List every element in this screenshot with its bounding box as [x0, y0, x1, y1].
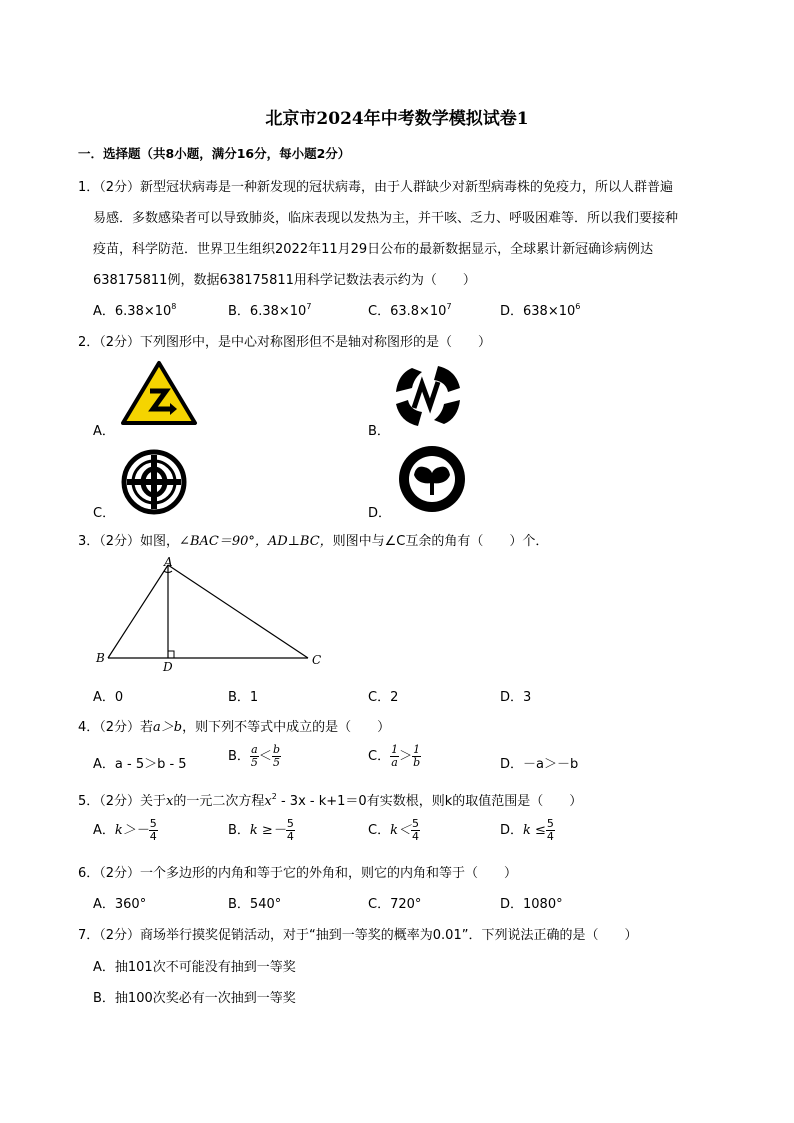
q6-option-b: B．540°: [228, 897, 282, 912]
q2-option-b-label: B．: [368, 424, 390, 439]
railway-logo-icon: [392, 362, 464, 430]
vertex-b-label: B: [96, 651, 105, 665]
q5-option-b: B．k ≥－ $\frac{5}{4}$: [228, 817, 294, 843]
q3-stem: 3．（2分）如图，∠BAC＝90°，AD⊥BC，则图中与∠C互余的角有（ ）个．: [78, 534, 549, 549]
q7-option-a: A．抽101次不可能没有抽到一等奖: [93, 960, 296, 975]
q7-stem: 7．（2分）商场举行摸奖促销活动，对于“抽到一等奖的概率为0.01”．下列说法正确的是（ ）: [78, 928, 638, 943]
q3-option-d: D．3: [500, 690, 532, 705]
section-heading: 一．选择题（共8小题，满分16分，每小题2分）: [78, 146, 351, 161]
triangle-figure: [92, 555, 332, 675]
q1-option-d: D．$638\times 10^6$: [500, 302, 581, 319]
q1-option-a: A．$6.38\times 10^8$: [93, 302, 177, 319]
page-title: 北京市2024年中考数学模拟试卷1: [265, 109, 529, 129]
q1-line-2: 易感．多数感染者可以导致肺炎，临床表现以发热为主，并干咳、乏力、呼吸困难等．所以我们要接种: [93, 211, 679, 226]
q6-option-a: A．360°: [93, 897, 147, 912]
q1-option-b: B．$6.38\times 10^7$: [228, 302, 312, 319]
q2-stem: 2．（2分）下列图形中，是中心对称图形但不是轴对称图形的是（ ）: [78, 335, 492, 350]
q6-option-d: D．1080°: [500, 897, 563, 912]
vertex-a-label: A: [164, 555, 173, 569]
q5-option-c: C．k＜ $\frac{5}{4}$: [368, 817, 419, 843]
q4-option-d: D．－a＞－b: [500, 757, 579, 772]
q7-option-b: B．抽100次奖必有一次抽到一等奖: [93, 991, 296, 1006]
q2-option-a-label: A．: [93, 424, 115, 439]
q4-option-a: A．a - 5＞b - 5: [93, 757, 187, 772]
heart-emblem-icon: [394, 443, 470, 515]
q4-option-c: C． $\frac{1}{a}$ ＞ $\frac{1}{b}$: [368, 743, 421, 769]
q3-option-b: B．1: [228, 690, 259, 705]
q1-line-3: 疫苗，科学防范．世界卫生组织2022年11月29日公布的最新数据显示，全球累计新冠确诊病例达: [93, 242, 654, 257]
warning-sign-icon: [120, 360, 198, 426]
circle-emblem-icon: [121, 449, 187, 515]
q4-stem: 4．（2分）若a＞b，则下列不等式中成立的是（ ）: [78, 720, 391, 735]
q6-stem: 6．（2分）一个多边形的内角和等于它的外角和，则它的内角和等于（ ）: [78, 866, 518, 881]
q6-option-c: C．720°: [368, 897, 422, 912]
q2-option-d-label: D．: [368, 506, 392, 521]
q1-option-c: C．$63.8\times 10^7$: [368, 302, 452, 319]
q2-option-c-label: C．: [93, 506, 116, 521]
vertex-c-label: C: [312, 653, 322, 667]
q5-stem: 5．（2分）关于x的一元二次方程$x^2 - 3x - k+1=0$有实数根，则k的取值范围是（ ）: [78, 792, 583, 809]
q1-line-4: 638175811例，数据638175811用科学记数法表示约为（ ）: [93, 273, 476, 288]
q5-option-d: D．k ≤ $\frac{5}{4}$: [500, 817, 554, 843]
q3-option-a: A．0: [93, 690, 124, 705]
q5-option-a: A．k＞－ $\frac{5}{4}$: [93, 817, 157, 843]
q1-line-1: 1．（2分）新型冠状病毒是一种新发现的冠状病毒，由于人群缺少对新型病毒株的免疫力，所以人群普遍: [78, 180, 674, 195]
q4-option-b: B． $\frac{a}{5}$ ＜ $\frac{b}{5}$: [228, 743, 280, 769]
vertex-d-label: D: [163, 660, 173, 674]
q3-option-c: C．2: [368, 690, 399, 705]
